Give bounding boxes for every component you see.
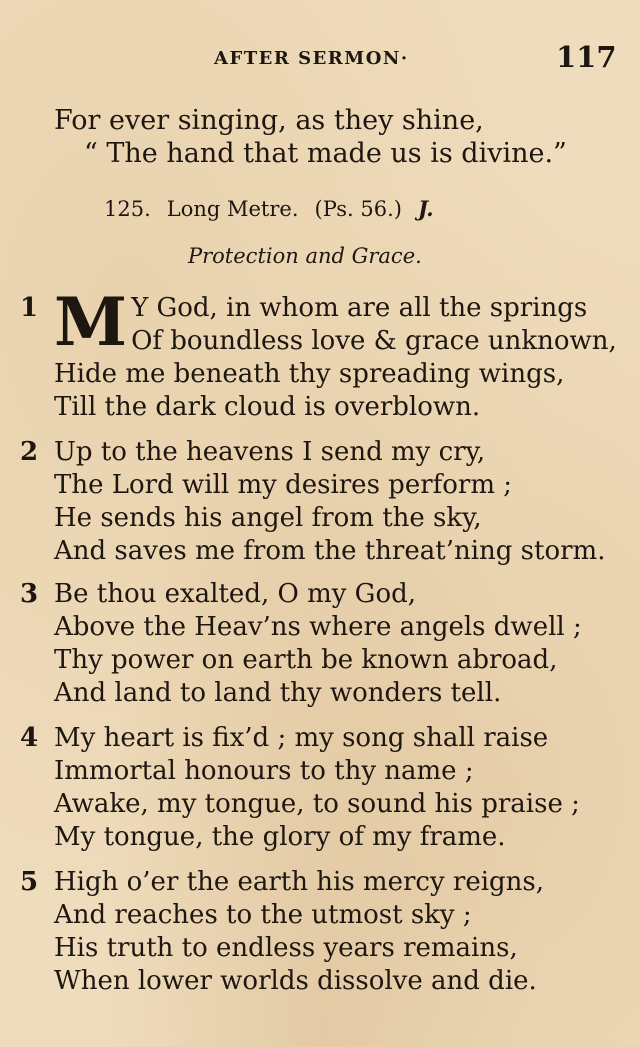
drop-cap: M	[54, 283, 128, 361]
stanza-number: 5	[20, 867, 39, 897]
stanza	[20, 866, 544, 998]
hymn-metre: Long Metre.	[166, 197, 299, 221]
verse-line: Up to the heavens I send my cry,	[54, 437, 486, 467]
page-header	[0, 38, 640, 78]
stanza	[20, 722, 580, 854]
carry-over-line: “ The hand that made us is divine.”	[84, 138, 567, 169]
stanza	[20, 578, 582, 710]
verse-line: Of boundless love & grace unknown,	[131, 326, 617, 356]
stanza-lines	[54, 578, 582, 710]
verse-line: His truth to endless years remains,	[54, 933, 518, 963]
verse-line: Till the dark cloud is overblown.	[54, 392, 481, 422]
verse-line: When lower worlds dissolve and die.	[54, 966, 537, 996]
hymn-author: J.	[418, 196, 434, 221]
verse-line: My tongue, the glory of my frame.	[54, 822, 506, 852]
verse-line: Y God, in whom are all the springs	[131, 293, 588, 323]
stanza-number: 4	[20, 723, 39, 753]
verse-line: He sends his angel from the sky,	[54, 503, 482, 533]
stanza-lines	[54, 436, 605, 568]
stanza-lines	[54, 283, 617, 424]
hymn-heading	[104, 196, 450, 221]
verse-line: Above the Heav’ns where angels dwell ;	[54, 612, 582, 642]
stanza-number: 1	[20, 293, 39, 323]
verse-line: Be thou exalted, O my God,	[54, 579, 417, 609]
carry-over-line: For ever singing, as they shine,	[54, 105, 484, 136]
verse-line: Awake, my tongue, to sound his praise ;	[54, 789, 580, 819]
stanza	[20, 283, 617, 424]
verse-line: And land to land thy wonders tell.	[54, 678, 502, 708]
hymn-title: Protection and Grace.	[188, 244, 422, 268]
running-head: AFTER SERMON·	[214, 48, 409, 69]
stanza	[20, 436, 605, 568]
verse-line: The Lord will my desires perform ;	[54, 470, 513, 500]
verse-line: Immortal honours to thy name ;	[54, 756, 474, 786]
stanza-lines	[54, 722, 580, 854]
verse-line: My heart is fix’d ; my song shall raise	[54, 723, 549, 753]
page-number: 117	[556, 40, 617, 74]
verse-line: High o’er the earth his mercy reigns,	[54, 867, 545, 897]
stanza-number: 3	[20, 579, 39, 609]
stanza-number: 2	[20, 437, 39, 467]
carry-over-lines	[54, 104, 567, 170]
verse-line: Thy power on earth be known abroad,	[54, 645, 558, 675]
verse-line: And saves me from the threat’ning storm.	[54, 536, 606, 566]
hymn-number: 125.	[104, 197, 151, 221]
stanza-lines	[54, 866, 544, 998]
verse-line: And reaches to the utmost sky ;	[54, 900, 472, 930]
verse-line: Hide me beneath thy spreading wings,	[54, 359, 565, 389]
hymn-psalm: (Ps. 56.)	[314, 197, 402, 221]
